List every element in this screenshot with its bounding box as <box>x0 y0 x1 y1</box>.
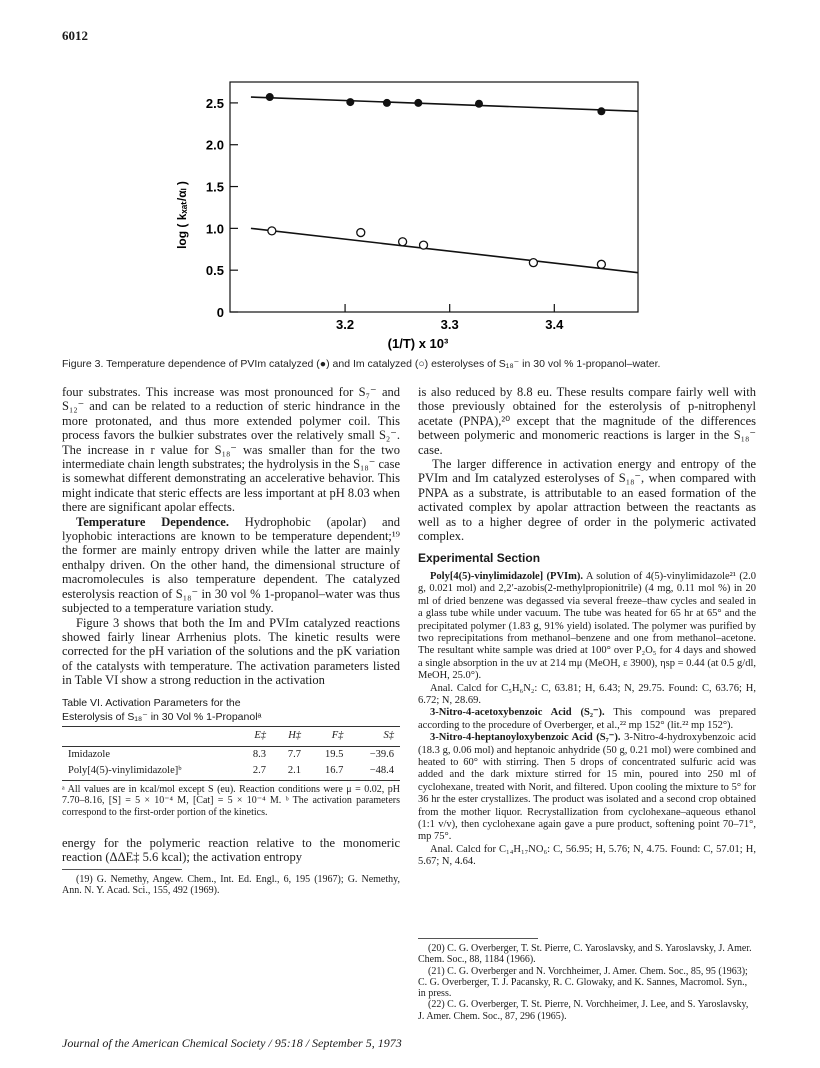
table-cell: Poly[4(5)-vinylimidazole]ᵇ <box>68 765 182 777</box>
reference-22: (22) C. G. Overberger, T. St. Pierre, N. Vorchheimer, J. Lee, and S. Yaroslavsky, J. Amer. Chem. Soc., 87, 296 (1965). <box>418 999 749 1022</box>
pvim-text: A solution of 4(5)-vinylimidazole²¹ (2.0 g, 0.021 mol) and 2,2′-azobis(2-methylpropionitrile) (4 mg, 0.11 mol %) in 20 ml of dried benzene was degassed via several freeze–thaw cycles and sealed in a glass tube while under vacuum. The tube was heated for 65 hr at 65° and the precipitated polymer (1.83 g, 91% yield) isolated. The polymer was purified by two reprecipitations from methanol–benzene and one from methanol–acetone. The resultant white sample was dried at 100° over P₂O₅ for 4 days and showed a single absorption in the uv at 214 mμ (MeOH, ε 3900), ηsp = 0.44 (at 0.5 g/dl, MeOH, 25.0°). <box>418 570 756 682</box>
y-tick-label: 1.0 <box>205 221 224 237</box>
data-point-open <box>529 259 537 267</box>
right-references <box>418 934 756 1022</box>
chart-axes <box>206 82 638 332</box>
left-column <box>62 385 400 896</box>
table-cell: 2.1 <box>287 765 302 777</box>
x-tick-label: 3.3 <box>440 317 459 332</box>
data-point-open <box>357 229 365 237</box>
data-point-open <box>399 238 407 246</box>
y-tick-label: 2.0 <box>205 137 224 153</box>
left-paragraph-2 <box>62 515 400 616</box>
right-column <box>418 385 756 869</box>
experimental-paragraph-s7 <box>418 732 756 844</box>
left-paragraph-3: Figure 3 shows that both the Im and PVIm catalyzed reactions showed fairly linear Arrhenius plots. The kinetic results were corrected for the pH variation of the solutions and the pK variation of the catalysts with temperature. The activation parameters listed in Table VI show a strong reduction in the activation <box>62 615 400 688</box>
table-header: H‡ <box>288 730 302 742</box>
section-heading-temperature: Temperature Dependence. <box>76 514 229 529</box>
experimental-section-title: Experimental Section <box>418 551 541 566</box>
data-point-filled <box>266 93 274 101</box>
activation-parameters-table <box>62 726 400 780</box>
table-footnote: ᵃ All values are in kcal/mol except S (eu). Reaction conditions were μ = 0.02, pH 7.70–8.16, [S] = 5 × 10⁻⁴ M, [Cat] = 5 × 10⁻⁴ M. ᵇ The activation parameters correspond to the first-order portion of the kinetics. <box>62 783 400 818</box>
arrhenius-chart <box>0 0 820 370</box>
table-cell: 8.3 <box>252 748 266 760</box>
s7-analysis: Anal. Calcd for C₁₄H₁₇NO₆: C, 56.95; H, 5.76; N, 4.75. Found: C, 57.01; H, 5.67; N, 4.64. <box>418 843 756 868</box>
figure-caption: Figure 3. Temperature dependence of PVIm catalyzed (●) and Im catalyzed (○) esterolyses of S₁₈⁻ in 30 vol % 1-propanol–water. <box>62 358 661 370</box>
experimental-paragraph-pvim <box>418 571 756 683</box>
table-title-line-2: Esterolysis of S₁₈⁻ in 30 Vol % 1-Propanolᵃ <box>62 710 262 723</box>
reference-20: (20) C. G. Overberger, T. St. Pierre, C. Yaroslavsky, and S. Yaroslavsky, J. Amer. Chem. Soc., 88, 1184 (1966). <box>418 943 752 966</box>
y-tick-label: 0 <box>216 305 224 320</box>
table-header-row <box>62 727 400 746</box>
s2-text: This compound was prepared according to the procedure of Overberger, et al.,²² mp 152° (lit.²² mp 152°). <box>418 707 757 731</box>
footnote-divider <box>62 869 182 870</box>
data-point-open <box>597 260 605 268</box>
table-title-line-1: Table VI. Activation Parameters for the <box>62 696 241 709</box>
table-header: F‡ <box>331 730 344 742</box>
x-axis-label: (1/T) x 10³ <box>387 336 449 351</box>
table-cell: Imidazole <box>68 748 110 760</box>
data-point-filled <box>383 99 391 107</box>
table-header: E‡ <box>254 730 266 742</box>
experimental-section <box>418 571 756 869</box>
table-cell: 7.7 <box>287 748 302 760</box>
y-tick-label: 0.5 <box>205 263 224 279</box>
y-tick-label: 2.5 <box>205 95 224 111</box>
fit-line <box>251 97 638 111</box>
table-cell: 19.5 <box>325 748 344 760</box>
journal-footer: Journal of the American Chemical Society / 95:18 / September 5, 1973 <box>62 1036 402 1050</box>
pvim-heading: Poly[4(5)-vinylimidazole] (PVIm). <box>430 570 584 582</box>
x-tick-label: 3.2 <box>336 317 355 332</box>
table-header: S‡ <box>383 730 394 742</box>
table-title <box>62 696 400 725</box>
data-point-filled <box>597 107 605 115</box>
s7-heading: 3-Nitro-4-heptanoyloxybenzoic Acid (S₇⁻). <box>430 732 621 744</box>
left-paragraph-2-text: Hydrophobic (apolar) and lyophobic interactions are known to be temperature dependent;¹⁹ the former are mainly entropy driven while the latter are mainly enthalpy driven. On the other hand, the dimensional structure of macromolecules is also temperature dependent. The catalyzed esterolysis reaction of S₁₈⁻ in 30 vol % 1-propanol–water was thus subjected to a temperature variation study. <box>62 514 400 616</box>
left-paragraph-4: energy for the polymeric reaction relative to the monomeric reaction (ΔΔE‡ 5.6 kcal); the activation entropy <box>62 836 400 865</box>
data-point-filled <box>414 99 422 107</box>
pvim-analysis: Anal. Calcd for C₅H₆N₂: C, 63.81; H, 6.43; N, 29.75. Found: C, 63.76; H, 6.72; N, 28.69. <box>418 682 756 706</box>
reference-19: (19) G. Nemethy, Angew. Chem., Int. Ed. Engl., 6, 195 (1967); G. Nemethy, Ann. N. Y. Acad. Sci., 155, 492 (1969). <box>62 873 400 897</box>
table-header <box>62 727 237 746</box>
table-cell: 2.7 <box>252 765 266 777</box>
reference-21: (21) C. G. Overberger and N. Vorchheimer, J. Amer. Chem. Soc., 85, 95 (1963); C. G. Overberger, T. J. Pacansky, R. C. Glowaky, and K. Sannes, Macromol. Syn., in press. <box>418 965 748 1000</box>
s2-heading: 3-Nitro-4-acetoxybenzoic Acid (S₂⁻). <box>430 707 605 719</box>
y-axis-label: log ( kₓₐₜ/αₗ ) <box>175 181 189 249</box>
footnote-divider <box>418 938 538 939</box>
page-number: 6012 <box>62 28 88 43</box>
s7-text: 3-Nitro-4-hydroxybenzoic acid (18.3 g, 0.06 mol) and heptanoic anhydride (50 g, 0.21 mol) were combined and heated to 60° with stirring. Then 5 drops of concentrated sulfuric acid was added and the dark mixture stirred for 15 min, poured into 250 ml of cyclohexane, treated with Norit, and filtered. Upon cooling the mixture to 5° for 36 hr the ester crystallizes. The product was isolated and a second crop obtained from the mother liquor. Recrystallization from cyclohexane–aqueous ethanol (1:1 v/v), then cyclohexane again gave a pure product, softening point 70–71°, mp 75°. <box>418 732 756 843</box>
right-paragraph-2: The larger difference in activation energy and entropy of the PVIm and Im catalyzed esterolyses of S₁₈⁻, when compared with PNPA as a substrate, is attributable to an eased formation of the activated complex by apolar attraction between the reactants as well as to a higher degree of order in the polymeric activated complex. <box>418 457 756 544</box>
experimental-paragraph-s2 <box>418 707 756 732</box>
data-point-open <box>420 241 428 249</box>
data-point-filled <box>475 100 483 108</box>
y-tick-label: 1.5 <box>205 179 224 195</box>
data-point-filled <box>346 98 354 106</box>
table-cell: 16.7 <box>325 765 344 777</box>
data-point-open <box>268 227 276 235</box>
table-row <box>62 746 400 763</box>
fit-line <box>251 228 638 272</box>
table-cell: −48.4 <box>369 765 394 777</box>
table-cell: −39.6 <box>369 748 394 760</box>
x-tick-label: 3.4 <box>545 317 564 332</box>
left-paragraph-1: four substrates. This increase was most pronounced for S₇⁻ and S₁₂⁻ and can be related to a reduction of steric hindrance in the more protonated, and thus more extended polymer coil. This process favors the bulkier substrates over the relatively small S₂⁻. The increase in r value for S₁₈⁻ was smaller than for the two intermediate chain length substrates; the hydrolysis in the S₁₈⁻ case is somewhat different demonstrating an accelerative behavior. This might indicate that steric effects are less important at pH 8.03 when there are significant apolar effects. <box>62 385 400 515</box>
table-row <box>62 763 400 780</box>
plot-frame <box>230 82 638 312</box>
chart-marks <box>251 93 638 273</box>
right-paragraph-1: is also reduced by 8.8 eu. These results compare fairly well with those previously obtained for the esterolysis of p-nitrophenyl acetate (PNPA),²⁰ except that the magnitude of the differences between polymeric and monomeric reactions is larger in the S₁₈⁻ case. <box>418 385 756 457</box>
